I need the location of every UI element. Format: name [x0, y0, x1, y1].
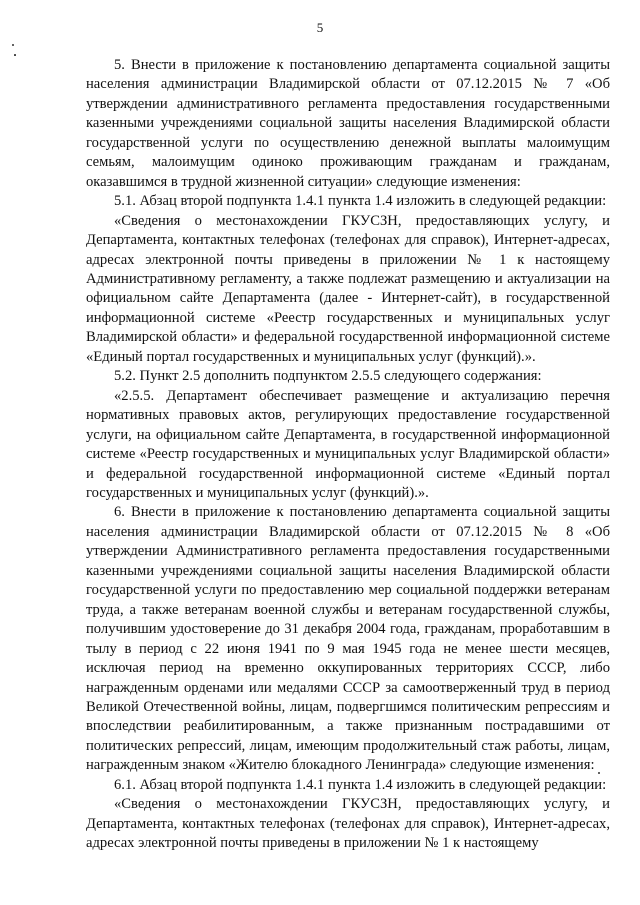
scan-speck: [14, 54, 16, 56]
document-body: [86, 56, 610, 854]
paragraph-item-6: 6. Внести в приложение к постановлению департамента социальной защиты населения администрации Владимирской области от 07.12.2015 № 8 «Об утверждении Административного регламента предоставления государственными казенными учреждениями социальной защиты населения Владимирской области государственной услуги по предоставлению мер социальной поддержки ветеранам труда, а также ветеранам военной службы и ветеранам государственной службы, получившим удостоверение до 31 декабря 2004 года, гражданам, проработавшим в тылу в период с 22 июня 1941 по 9 мая 1945 года не менее шести месяцев, исключая период на временно оккупированных территориях СССР, либо награжденным орденами или медалями СССР за самоотверженный труд в период Великой Отечественной войны, лицам, подвергшимся политическим репрессиям и впоследствии реабилитированным, а также признанным пострадавшими от политических репрессий, лицам, имеющим продолжительный стаж работы, лицам, награжденным знаком «Жителю блокадного Ленинграда» следующие изменения:: [86, 504, 610, 774]
paragraph-item-5-1: 5.1. Абзац второй подпункта 1.4.1 пункта 1.4 изложить в следующей редакции:: [114, 193, 607, 210]
scan-speck: [12, 44, 14, 46]
page-number: 5: [316, 20, 324, 35]
paragraph-quote-6-1: «Сведения о местонахождении ГКУСЗН, предоставляющих услугу, и Департамента, контактных телефонах (телефонах для справок), Интернет-адресах, адресах электронной почты приведены в приложении № 1 к настоящему: [86, 796, 610, 852]
paragraph-quote-5-1: «Сведения о местонахождении ГКУСЗН, предоставляющих услугу, и Департамента, контактных телефонах (телефонах для справок), Интернет-адресах, адресах электронной почты приведены в приложении № 1 к настоящему Административному регламенту, а также подлежат размещению и актуализации на официальном сайте Департамента (далее - Интернет-сайт), в государственной информационной системе «Реестр государственных и муниципальных услуг Владимирской области» и федеральной государственной информационной системе «Единый портал государственных и муниципальных услуг (функций).».: [86, 212, 610, 365]
paragraph-quote-5-2: «2.5.5. Департамент обеспечивает размещение и актуализацию перечня нормативных правовых актов, регулирующих предоставление государственной услуги, на официальном сайте Департамента, в государственной информационной системе «Реестр государственных и муниципальных услуг Владимирской области» и федеральной государственной информационной системе «Единый портал государственных и муниципальных услуг (функций).».: [86, 387, 610, 501]
paragraph-item-5: 5. Внести в приложение к постановлению департамента социальной защиты населения администрации Владимирской области от 07.12.2015 № 7 «Об утверждении административного регламента предоставления государственными казенными учреждениями социальной защиты населения Владимирской области государственной услуги по осуществлению денежной выплаты малоимущим семьям, малоимущим одиноко проживающим гражданам и гражданам, оказавшимся в трудной жизненной ситуации» следующие изменения:: [86, 57, 610, 190]
paragraph-item-5-2: 5.2. Пункт 2.5 дополнить подпунктом 2.5.5 следующего содержания:: [114, 368, 542, 385]
paragraph-item-6-1: 6.1. Абзац второй подпункта 1.4.1 пункта 1.4 изложить в следующей редакции:: [114, 776, 607, 793]
